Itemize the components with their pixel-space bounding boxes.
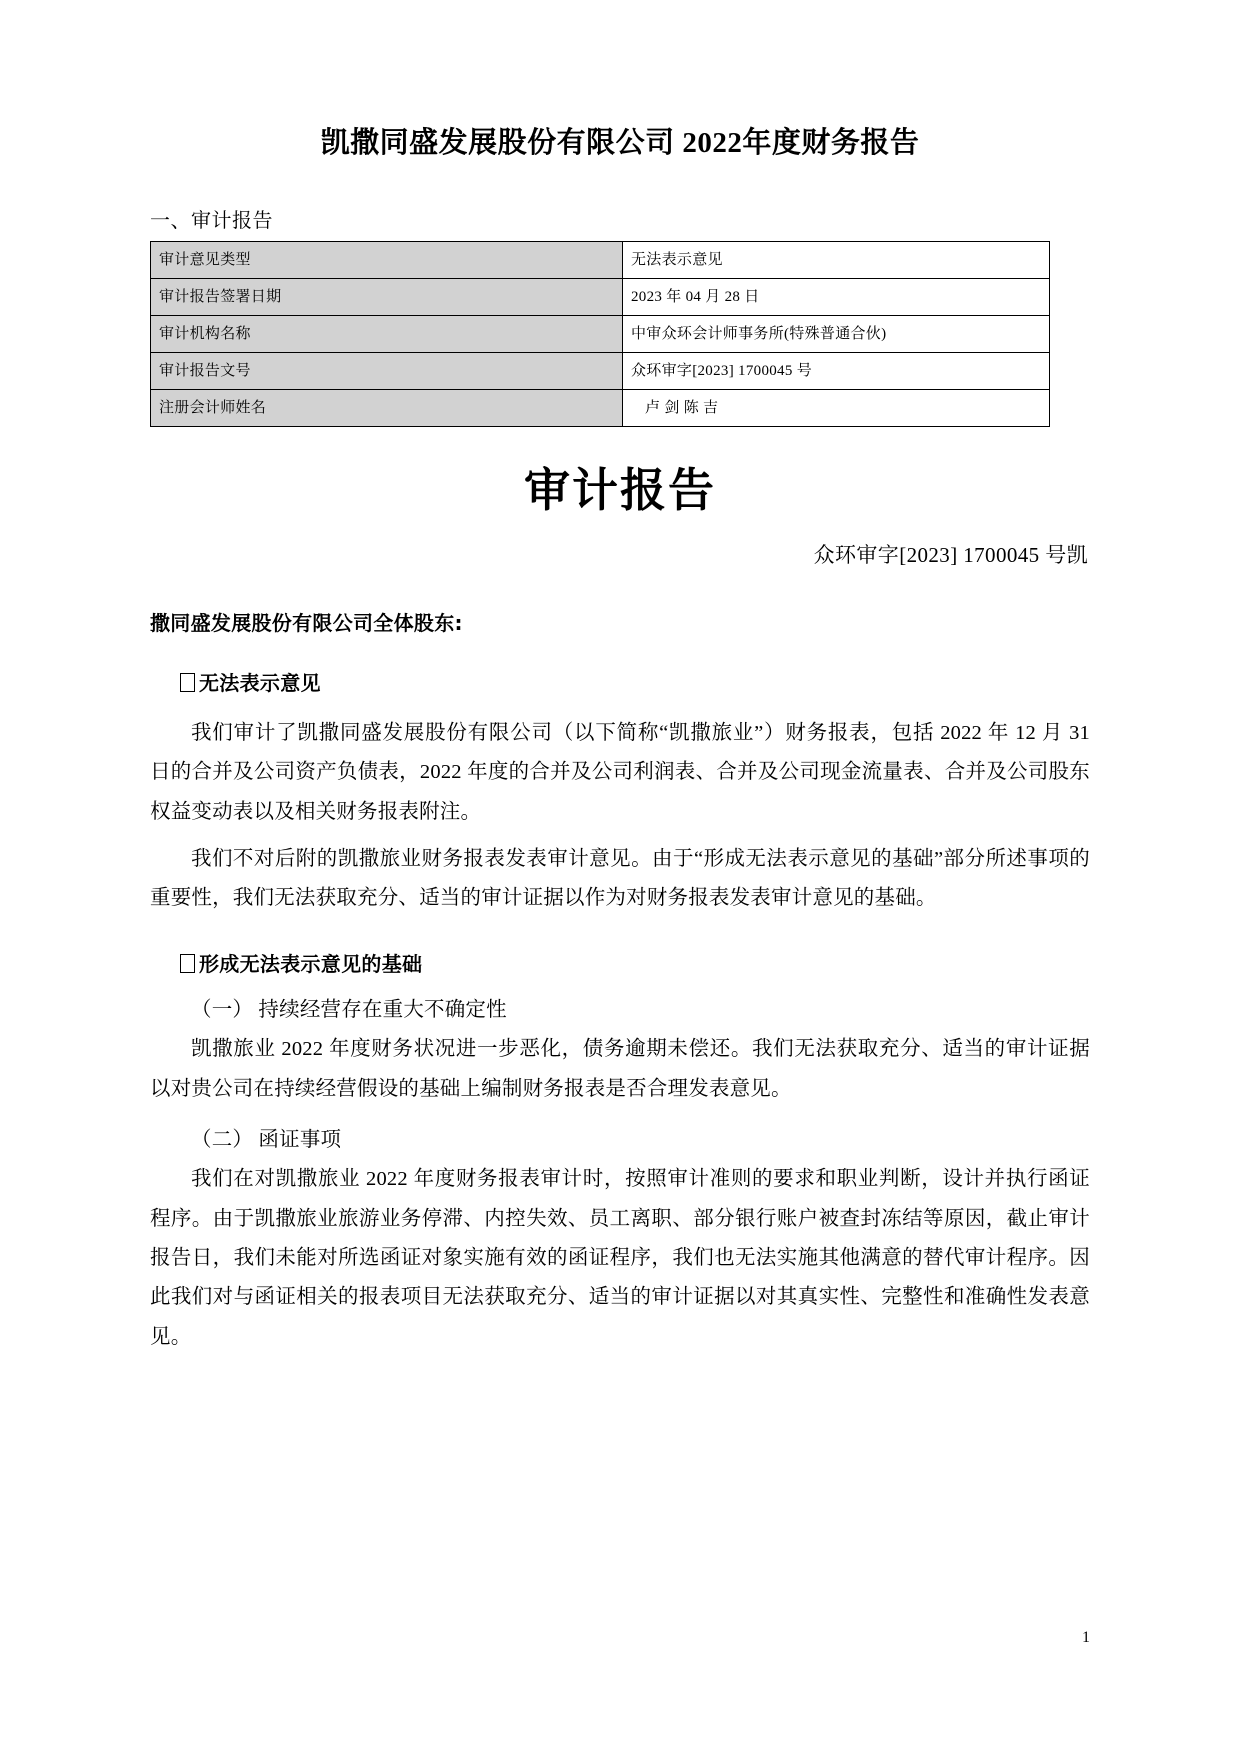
table-row <box>151 389 1050 426</box>
table-cell-value: 卢 剑 陈 吉 <box>623 389 1050 426</box>
table-cell-value: 无法表示意见 <box>623 241 1050 278</box>
table-cell-value: 中审众环会计师事务所(特殊普通合伙) <box>623 315 1050 352</box>
report-addressee: 撒同盛发展股份有限公司全体股东: <box>150 610 463 635</box>
section-one-heading: 一、审计报告 <box>150 209 273 232</box>
report-document-number: 众环审字[2023] 1700045 号凯 <box>813 543 1088 568</box>
paragraph-going-concern: 凯撒旅业 2022 年度财务状况进一步恶化，债务逾期未偿还。我们无法获取充分、适当的审计证据以对贵公司在持续经营假设的基础上编制财务报表是否合理发表意见。 <box>150 1038 1090 1100</box>
table-cell-label: 审计报告文号 <box>151 352 623 389</box>
heading-disclaimer-label: 无法表示意见 <box>199 670 321 695</box>
paragraph-confirmation: 我们在对凯撒旅业 2022 年度财务报表审计时，按照审计准则的要求和职业判断，设计并执行函证程序。由于凯撒旅业旅游业务停滞、内控失效、员工离职、部分银行账户被查封冻结等原因，截止审计报告日，我们未能对所选函证对象实施有效的函证程序，我们也无法实施其他满意的替代审计程序。因此我们对与函证相关的报表项目无法获取充分、适当的审计证据以对其真实性、完整性和准确性发表意见。 <box>150 1168 1090 1348</box>
report-heading: 审计报告 <box>524 462 716 517</box>
item-heading-confirmation: （二） 函证事项 <box>191 1128 342 1151</box>
table-row <box>151 315 1050 352</box>
title-year: 2022 <box>682 127 743 159</box>
table-cell-label: 审计报告签署日期 <box>151 278 623 315</box>
heading-basis-label: 形成无法表示意见的基础 <box>199 951 423 976</box>
table-row <box>151 278 1050 315</box>
table-cell-label: 审计意见类型 <box>151 241 623 278</box>
table-cell-value: 众环审字[2023] 1700045 号 <box>623 352 1050 389</box>
table-cell-value: 2023 年 04 月 28 日 <box>623 278 1050 315</box>
table-row <box>151 241 1050 278</box>
table-row <box>151 352 1050 389</box>
tofu-box-icon <box>180 673 195 692</box>
title-company: 凯撒同盛发展股份有限公司 <box>320 127 675 159</box>
table-cell-label: 审计机构名称 <box>151 315 623 352</box>
heading-disclaimer-of-opinion <box>150 638 1090 698</box>
paragraph-no-opinion: 我们不对后附的凯撒旅业财务报表发表审计意见。由于“形成无法表示意见的基础”部分所述事项的重要性，我们无法获取充分、适当的审计证据以作为对财务报表发表审计意见的基础。 <box>150 848 1090 910</box>
audit-info-table <box>150 241 1050 427</box>
title-suffix: 年度财务报告 <box>742 127 920 159</box>
heading-basis-for-disclaimer <box>150 919 1090 979</box>
item-heading-going-concern: （一） 持续经营存在重大不确定性 <box>191 998 507 1021</box>
paragraph-opinion-scope: 我们审计了凯撒同盛发展股份有限公司（以下简称“凯撒旅业”）财务报表，包括 2022 年 12 月 31 日的合并及公司资产负债表，2022 年度的合并及公司利润表、合并及公司现金流量表、合并及公司股东权益变动表以及相关财务报表附注。 <box>150 721 1090 823</box>
page-title <box>150 0 1090 163</box>
tofu-box-icon <box>180 954 195 973</box>
page-number: 1 <box>1082 1629 1090 1646</box>
table-cell-label: 注册会计师姓名 <box>151 389 623 426</box>
